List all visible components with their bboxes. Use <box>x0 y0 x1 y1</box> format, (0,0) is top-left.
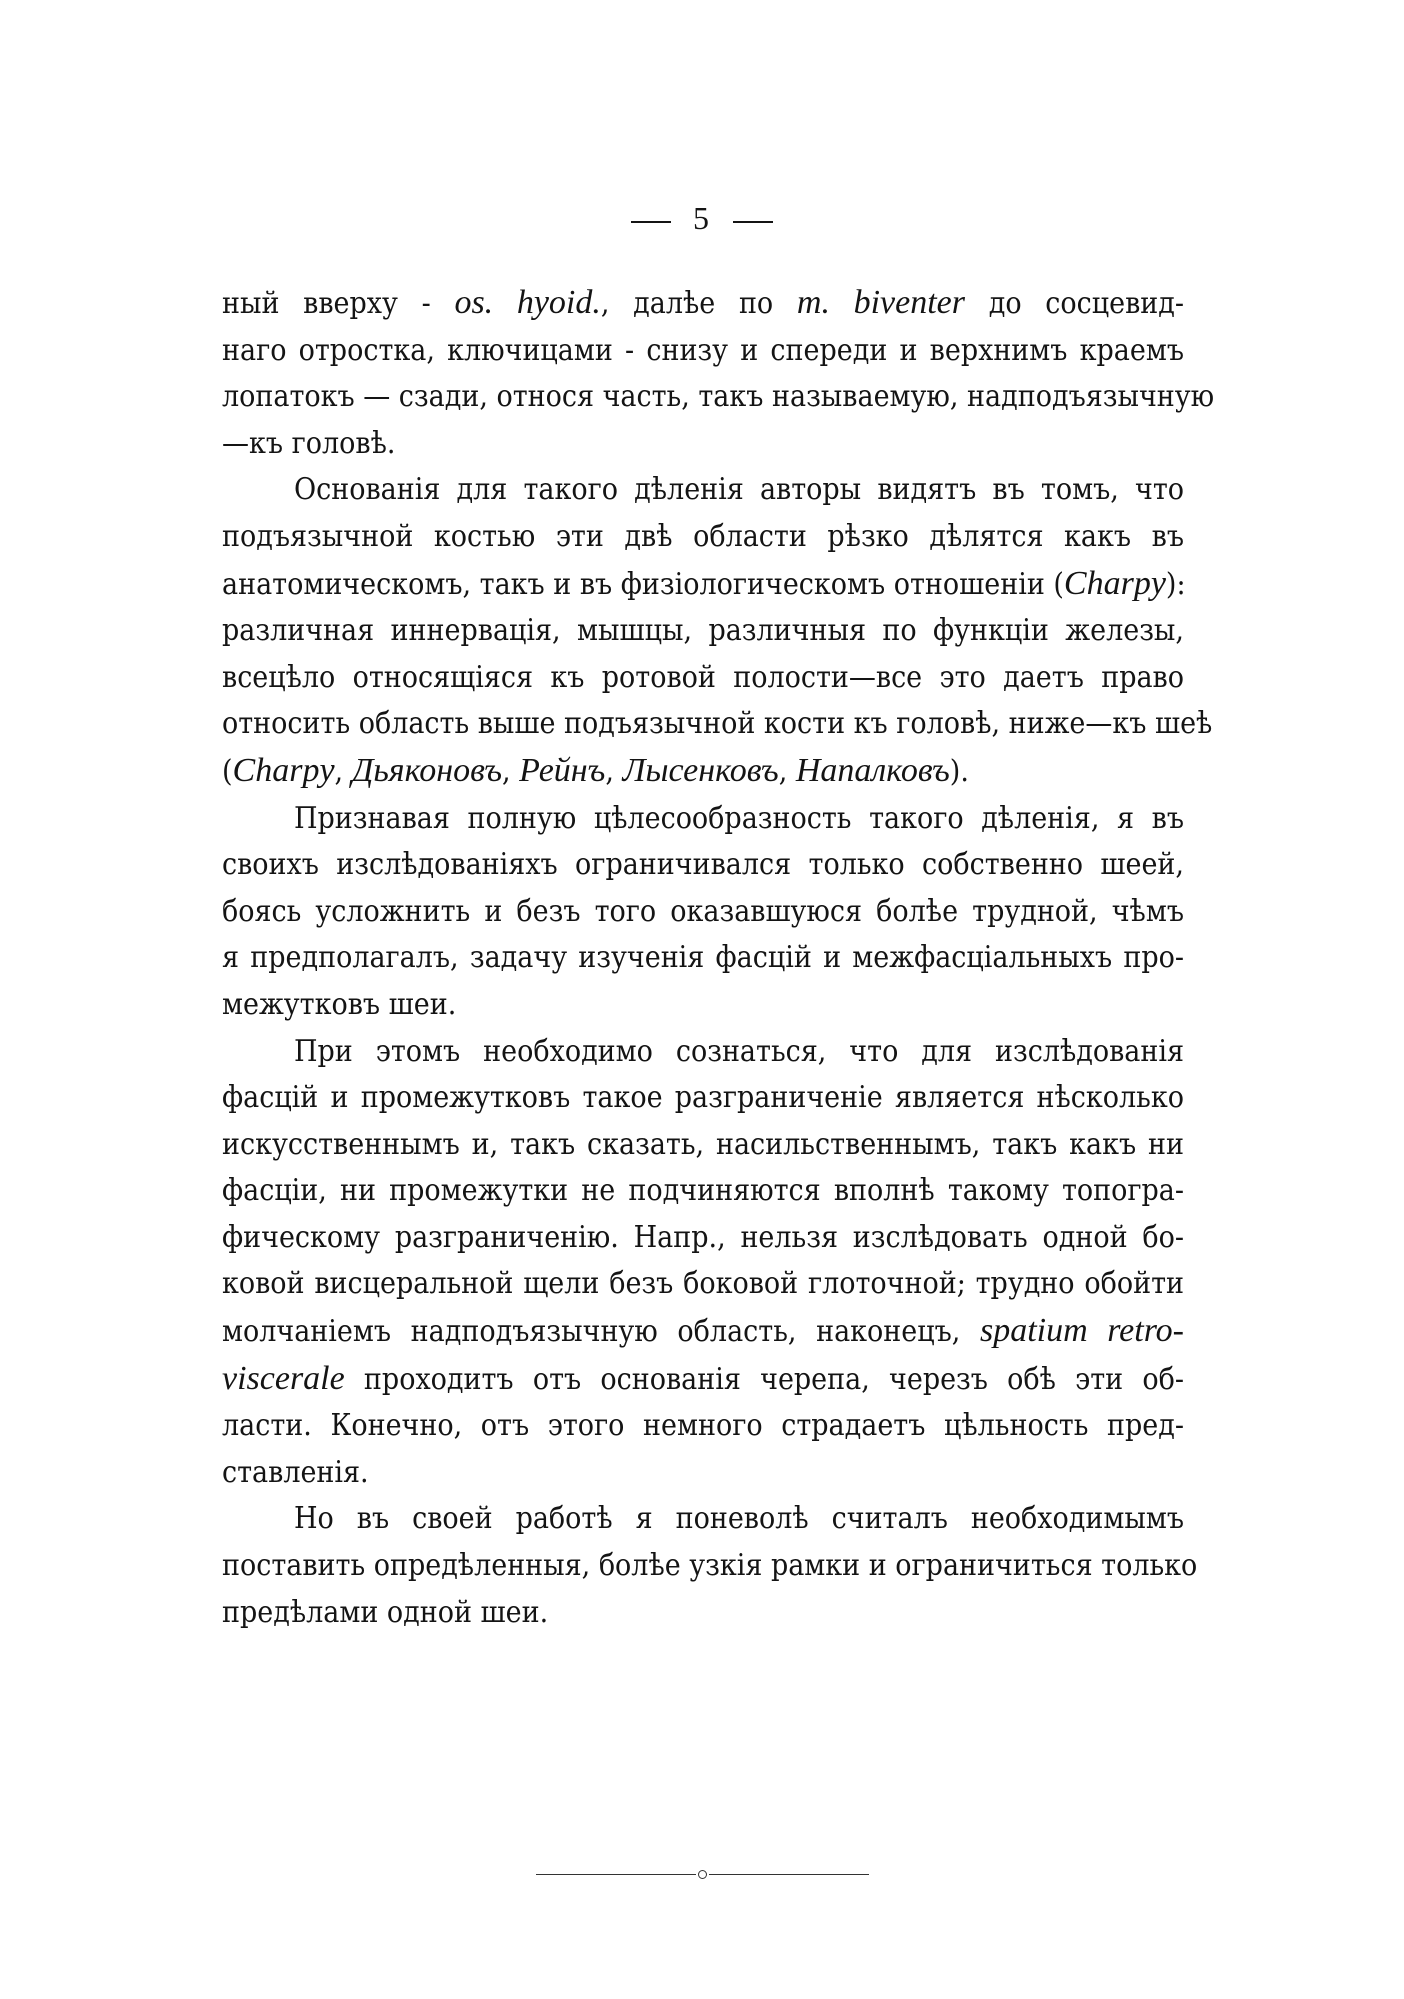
text-line <box>222 280 1184 328</box>
text-run: , <box>334 753 352 789</box>
text-line <box>222 514 1184 561</box>
divider-right-rule <box>709 1874 869 1875</box>
text-run: различная иннервація, мышцы, различныя по функціи железы, <box>222 613 1184 649</box>
text-line <box>222 655 1184 702</box>
text-line <box>222 796 1184 843</box>
text-line <box>222 1496 1184 1543</box>
text-run: анатомическомъ, такъ и въ физіологическомъ отношеніи ( <box>222 566 1064 602</box>
text-run: Признавая полную цѣлесообразность такого дѣленія, я въ <box>294 800 1184 836</box>
text-run: молчаніемъ надподъязычную область, наконецъ, <box>222 1314 980 1350</box>
text-run: наго отростка, ключицами - снизу и спереди и верхнимъ краемъ <box>222 332 1184 368</box>
text-run: искусственнымъ и, такъ сказать, насильственнымъ, такъ какъ ни <box>222 1126 1184 1162</box>
text-run: фическому разграниченію. Напр., нельзя изслѣдовать одной бо- <box>222 1219 1184 1255</box>
divider-circle <box>698 1870 707 1879</box>
page-number-value: 5 <box>693 200 711 236</box>
paragraph <box>222 796 1184 1029</box>
text-line <box>222 982 1184 1029</box>
text-line <box>222 748 1184 796</box>
text-line <box>222 608 1184 655</box>
text-line <box>222 1450 1184 1497</box>
paragraph <box>222 280 1215 467</box>
text-line <box>222 421 1184 468</box>
text-line <box>222 1308 1184 1356</box>
text-run: я предполагалъ, задачу изученія фасцій и межфасціальныхъ про- <box>222 940 1184 976</box>
text-run: ): <box>1165 566 1186 602</box>
text-run: межутковъ шеи. <box>222 986 457 1022</box>
text-line <box>222 1261 1184 1308</box>
text-run: ласти. Конечно, отъ этого немного страдаетъ цѣльность пред- <box>222 1408 1184 1444</box>
italic-term: os. hyoid. <box>454 284 601 321</box>
italic-term: Рейнъ <box>519 751 606 789</box>
italic-term: Charpy <box>232 751 335 789</box>
text-run: своихъ изслѣдованіяхъ ограничивался только собственно шеей, <box>222 847 1184 883</box>
text-line <box>222 1075 1184 1122</box>
text-line <box>222 1168 1184 1215</box>
text-line <box>222 374 1215 421</box>
text-run: подъязычной костью эти двѣ области рѣзко дѣлятся какъ въ <box>222 518 1184 554</box>
text-run: проходитъ отъ основанія черепа, черезъ обѣ эти об- <box>344 1361 1184 1397</box>
text-run: , <box>605 753 623 789</box>
italic-term: Напалковъ <box>795 751 950 789</box>
page-number <box>0 200 1404 237</box>
text-line <box>222 1122 1184 1169</box>
text-line <box>222 1403 1184 1450</box>
text-line <box>222 1356 1184 1404</box>
text-line <box>222 1590 1184 1637</box>
text-line <box>222 467 1184 514</box>
text-run: фасціи, ни промежутки не подчиняются вполнѣ такому топогра- <box>222 1173 1184 1209</box>
text-run: боясь усложнить и безъ того оказавшуюся болѣе трудной, чѣмъ <box>222 893 1184 929</box>
text-run: , <box>502 753 520 789</box>
text-run: , далѣе по <box>600 286 797 321</box>
page-number-left-dash <box>631 221 671 223</box>
text-line <box>222 1029 1184 1076</box>
paragraph <box>222 1029 1184 1497</box>
text-run: , <box>778 753 796 789</box>
text-run: ный вверху - <box>222 286 455 321</box>
text-run: ставленія. <box>222 1454 369 1490</box>
text-run: предѣлами одной шеи. <box>222 1594 549 1630</box>
paragraph <box>222 467 1213 795</box>
text-run: Основанія для такого дѣленія авторы видятъ въ томъ, что <box>294 472 1184 508</box>
text-run: поставить опредѣленныя, болѣе узкія рамки и ограничиться только <box>222 1548 1198 1584</box>
text-run: относить область выше подъязычной кости къ головѣ, ниже—къ шеѣ <box>222 706 1213 742</box>
text-line <box>222 561 1184 609</box>
text-line <box>222 1543 1198 1590</box>
body-text <box>222 280 1215 1636</box>
paragraph <box>222 1496 1198 1636</box>
text-run: ковой висцеральной щели безъ боковой глоточной; трудно обойти <box>222 1266 1184 1302</box>
italic-term: viscerale <box>222 1359 345 1397</box>
text-run: до сосцевид- <box>965 286 1185 321</box>
text-run: лопатокъ — сзади, относя часть, такъ называемую, надподъязычную <box>222 379 1215 415</box>
italic-term: Charpy <box>1063 564 1166 602</box>
text-line <box>222 701 1213 748</box>
page-number-right-dash <box>733 221 773 223</box>
text-run: ( <box>222 753 233 789</box>
text-line <box>222 1215 1184 1262</box>
text-run: —къ головѣ. <box>222 425 396 461</box>
text-run: Но въ своей работѣ я поневолѣ считалъ необходимымъ <box>294 1501 1184 1537</box>
italic-term: spatium retro- <box>979 1312 1185 1350</box>
italic-term: m. biventer <box>796 284 966 321</box>
divider-left-rule <box>536 1874 696 1875</box>
italic-term: Лысенковъ <box>622 751 779 789</box>
text-run: При этомъ необходимо сознаться, что для изслѣдованія <box>294 1033 1184 1069</box>
italic-term: Дьяконовъ <box>351 751 503 789</box>
section-divider <box>0 1864 1404 1883</box>
text-run: всецѣло относящіяся къ ротовой полости—все это даетъ право <box>222 659 1184 695</box>
text-line <box>222 328 1184 375</box>
text-line <box>222 935 1184 982</box>
text-run: фасцій и промежутковъ такое разграниченіе является нѣсколько <box>222 1080 1184 1116</box>
text-line <box>222 842 1184 889</box>
text-run: ). <box>949 753 969 789</box>
text-line <box>222 889 1184 936</box>
